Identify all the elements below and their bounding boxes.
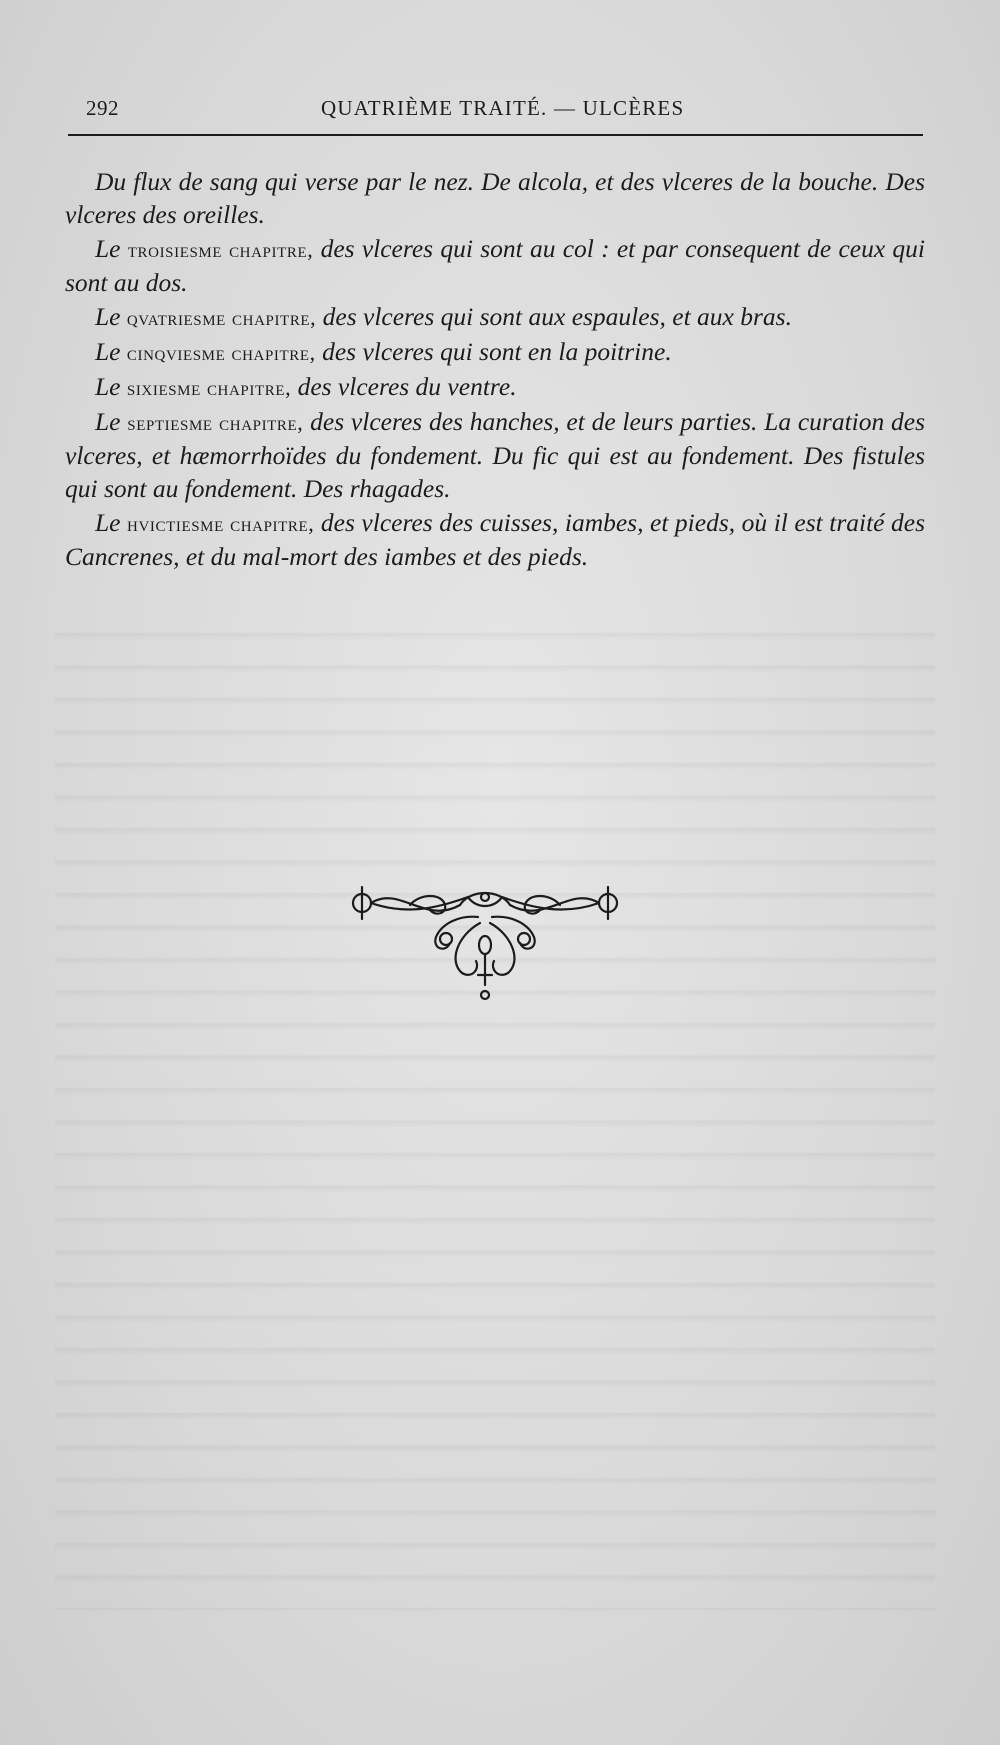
chapter-label: hvictiesme chapitre, bbox=[127, 511, 315, 536]
paragraph-chapter-3 bbox=[65, 232, 925, 299]
paragraph-text: des vlceres des cuisses, iambes, et pieds, où il est traité des Cancrenes, et du mal-mort des iambes et des pieds. bbox=[65, 508, 926, 571]
paragraph-chapter-8 bbox=[65, 506, 925, 573]
chapter-label: cinqviesme chapitre, bbox=[126, 340, 316, 365]
show-through-texture bbox=[55, 610, 935, 1610]
running-head bbox=[68, 92, 923, 132]
running-head-title: QUATRIÈME TRAITÉ. — ULCÈRES bbox=[321, 96, 685, 120]
paragraph-text: des vlceres du ventre. bbox=[297, 372, 517, 401]
page-number: 292 bbox=[86, 96, 119, 120]
header-rule bbox=[68, 134, 923, 136]
chapter-label: sixiesme chapitre, bbox=[126, 375, 292, 400]
paragraph-lead: Le bbox=[95, 302, 121, 331]
paragraph-text: Du flux de sang qui verse par le nez. De alcola, et des vlceres de la bouche. Des vlceres des oreilles. bbox=[65, 167, 925, 229]
paragraph-chapter-5 bbox=[65, 335, 925, 369]
paragraph-lead: Le bbox=[95, 407, 121, 436]
chapter-list bbox=[65, 165, 925, 574]
paragraph-text: des vlceres des hanches, et de leurs parties. La curation des vlceres, et hæmorrhoïdes du fondement. Du fic qui est au fondement. Des fistules qui sont au fondement. Des rhagades. bbox=[65, 407, 925, 503]
chapter-label: septiesme chapitre, bbox=[127, 410, 304, 435]
chapter-label: qvatriesme chapitre, bbox=[126, 305, 317, 330]
paragraph-bouche bbox=[65, 165, 925, 231]
paragraph-chapter-6 bbox=[65, 370, 925, 404]
paragraph-lead: Le bbox=[95, 372, 121, 401]
paragraph-chapter-4 bbox=[65, 300, 925, 334]
paragraph-text: des vlceres qui sont au col : et par consequent de ceux qui sont au dos. bbox=[65, 234, 926, 297]
chapter-label: troisiesme chapitre, bbox=[127, 237, 314, 262]
paragraph-lead: Le bbox=[95, 337, 121, 366]
paragraph-text: des vlceres qui sont en la poitrine. bbox=[322, 337, 672, 366]
paragraph-lead: Le bbox=[95, 234, 121, 263]
paragraph-text: des vlceres qui sont aux espaules, et aux bras. bbox=[322, 302, 792, 331]
fleuron-ornament-icon bbox=[350, 875, 620, 1010]
paragraph-chapter-7 bbox=[65, 405, 925, 505]
paragraph-lead: Le bbox=[95, 508, 121, 537]
